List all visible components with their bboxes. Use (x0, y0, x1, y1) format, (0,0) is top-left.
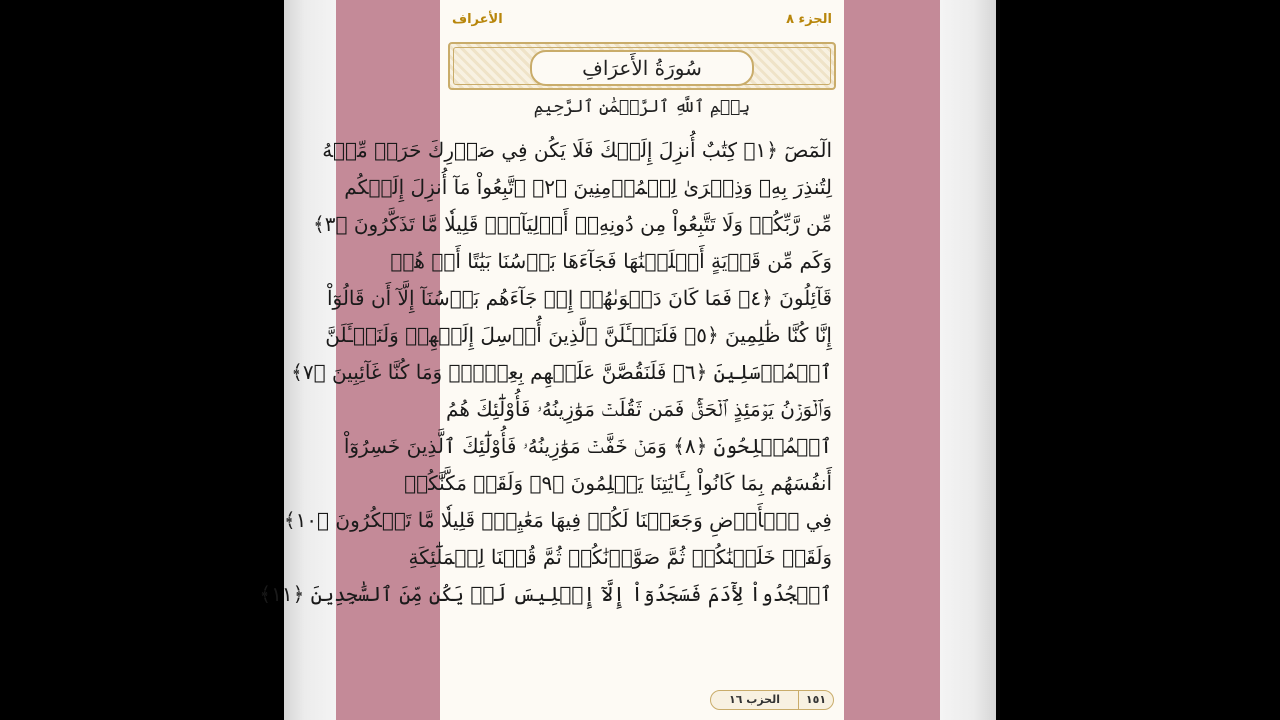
right-gray-margin (940, 0, 996, 720)
juz-label[interactable]: الجزء ٨ (786, 11, 832, 27)
verse-line[interactable]: قَآئِلُونَ ﴿٤﴾ فَمَا كَانَ دَعۡوَىٰهُمۡ إِذۡ جَآءَهُم بَأۡسُنَآ إِلَّآ أَن قَالُوٓاْ (326, 286, 832, 310)
page-footer (710, 690, 834, 710)
mushaf-page[interactable] (259, 0, 844, 720)
surah-title-frame (448, 42, 836, 90)
verses-block (259, 132, 832, 613)
verse-line[interactable]: وَكَم مِّن قَرۡيَةٍ أَهۡلَكۡنَٰهَا فَجَآءَهَا بَأۡسُنَا بَيَٰتًا أَوۡ هُمۡ (390, 249, 832, 273)
verse-line[interactable]: وَٱلۡوَزۡنُ يَوۡمَئِذٍ ٱلۡحَقُّۚ فَمَن ثَقُلَتۡ مَوَٰزِينُهُۥ فَأُوْلَٰٓئِكَ هُمُ (446, 397, 832, 421)
right-black-bar (996, 0, 1280, 720)
surah-name-label[interactable]: الأعراف (452, 11, 503, 27)
right-pink-margin (844, 0, 940, 720)
basmala: بِسۡمِ ٱللَّهِ ٱلرَّحۡمَٰنِ ٱلرَّحِيمِ (533, 97, 751, 117)
surah-title: سُورَةُ الأَعرَافِ (530, 50, 754, 86)
verse-line[interactable]: ٱلۡمُرۡسَلِينَ ﴿٦﴾ فَلَنَقُصَّنَّ عَلَيۡهِم بِعِلۡمٖۖ وَمَا كُنَّا غَآئِبِينَ ﴿٧﴾ (291, 360, 832, 384)
verse-line[interactable]: ٱسۡجُدُواْ لِأٓدَمَ فَسَجَدُوٓاْ إِلَّآ إِبۡلِيسَ لَمۡ يَكُن مِّنَ ٱلسَّٰجِدِينَ ﴿١١﴾ (259, 582, 832, 606)
verse-line[interactable]: ٱلۡمُفۡلِحُونَ ﴿٨﴾ وَمَنۡ خَفَّتۡ مَوَٰزِينُهُۥ فَأُوْلَٰٓئِكَ ٱلَّذِينَ خَسِرُوٓاْ (343, 434, 832, 458)
hizb-label: الحزب ١٦ (729, 693, 780, 706)
verse-line[interactable]: مِّن رَّبِّكُمۡ وَلَا تَتَّبِعُواْ مِن دُونِهِۦٓ أَوۡلِيَآءَۗ قَلِيلٗا مَّا تَذَكَّرُونَ ﴿٣﴾ (312, 212, 832, 236)
verse-line[interactable]: فِي ٱلۡأَرۡضِ وَجَعَلۡنَا لَكُمۡ فِيهَا مَعَٰيِشَۗ قَلِيلٗا مَّا تَشۡكُرُونَ ﴿١٠﴾ (283, 508, 832, 532)
left-black-bar (0, 0, 284, 720)
verse-line[interactable]: لِتُنذِرَ بِهِۦ وَذِكۡرَىٰ لِلۡمُؤۡمِنِينَ ﴿٢﴾ ٱتَّبِعُواْ مَآ أُنزِلَ إِلَيۡكُم (344, 175, 832, 199)
page-header (452, 8, 832, 30)
verse-line[interactable]: الٓمٓصٓ ﴿١﴾ كِتَٰبٌ أُنزِلَ إِلَيۡكَ فَلَا يَكُن فِي صَدۡرِكَ حَرَجٞ مِّنۡهُ (322, 138, 832, 162)
verse-line[interactable]: أَنفُسَهُم بِمَا كَانُواْ بِـَٔايَٰتِنَا يَظۡلِمُونَ ﴿٩﴾ وَلَقَدۡ مَكَّنَّٰكُمۡ (404, 471, 832, 495)
verse-line[interactable]: وَلَقَدۡ خَلَقۡنَٰكُمۡ ثُمَّ صَوَّرۡنَٰكُمۡ ثُمَّ قُلۡنَا لِلۡمَلَٰٓئِكَةِ (408, 545, 832, 569)
page-number: ١٥١ (798, 691, 833, 709)
verse-line[interactable]: إِنَّا كُنَّا ظَٰلِمِينَ ﴿٥﴾ فَلَنَسۡـَٔلَنَّ ٱلَّذِينَ أُرۡسِلَ إِلَيۡهِمۡ وَلَنَسۡـَٔلَنَّ (325, 323, 832, 347)
